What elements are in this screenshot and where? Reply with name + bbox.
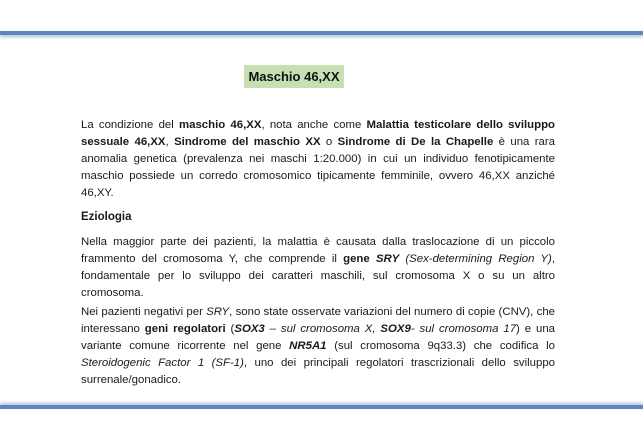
italic-term: - sul cromosoma 17 bbox=[410, 323, 517, 335]
text-run: è una rara anomalia genetica (prevalenza nei maschi 1:20.000) in cui un individuo fenotipicamente maschio possiede un corredo cromosomico tipicamente femminile, ovvero 46,XX anziché 46,XY. bbox=[81, 136, 555, 199]
page-title-text: Maschio 46,XX bbox=[248, 69, 340, 84]
top-divider bbox=[0, 31, 643, 35]
italic-term: Steroidogenic Factor 1 (SF-1) bbox=[81, 357, 244, 369]
bold-term: gene bbox=[343, 253, 376, 265]
bold-term: Sindrome di De la Chapelle bbox=[337, 136, 494, 148]
etiology-paragraph-2 bbox=[81, 304, 555, 389]
text-run: (sul cromosoma 9q33.3) che codifica lo bbox=[326, 340, 555, 352]
text-run: Nella maggior parte dei pazienti, la malattia è causata dalla traslocazione di un piccolo frammento del cromosoma Y, che comprende il bbox=[81, 236, 555, 265]
text-run: Nei pazienti negativi per bbox=[81, 306, 207, 318]
bold-term: geni regolatori bbox=[144, 323, 226, 335]
gene-name: SOX3 bbox=[234, 323, 265, 335]
intro-text bbox=[81, 117, 555, 202]
text-run: ) e una variante comune ricorrente nel gene bbox=[81, 323, 555, 352]
italic-term: – sul cromosoma X, bbox=[264, 323, 381, 335]
gene-name: NR5A1 bbox=[289, 340, 327, 352]
text-run: La condizione del bbox=[81, 119, 179, 131]
text-run: o bbox=[320, 136, 338, 148]
section-heading: Eziologia bbox=[81, 211, 132, 223]
text-run: , uno dei principali regolatori trascrizionali dello sviluppo surrenale/gonadico. bbox=[81, 357, 555, 386]
text-run: , sono state osservate variazioni del numero di copie (CNV), che interessano bbox=[81, 306, 555, 335]
bold-term: maschio 46,XX bbox=[178, 119, 262, 131]
gene-name: SOX9 bbox=[380, 323, 411, 335]
text-run: , bbox=[165, 136, 175, 148]
paragraph-text bbox=[81, 304, 555, 389]
text-run: , fondamentale per lo sviluppo dei caratteri maschili, sul cromosoma X o su un altro cromosoma. bbox=[81, 253, 555, 299]
page-title bbox=[244, 65, 344, 88]
gene-name: SRY bbox=[375, 253, 400, 265]
bold-term: Malattia testicolare dello sviluppo sessuale 46,XX bbox=[81, 119, 555, 148]
italic-term: (Sex-determining Region Y) bbox=[399, 253, 552, 265]
bold-term: Sindrome del maschio XX bbox=[174, 136, 321, 148]
etiology-paragraph-1 bbox=[81, 234, 555, 302]
text-run: , nota anche come bbox=[261, 119, 367, 131]
intro-paragraph bbox=[81, 117, 555, 202]
gene-name: SRY bbox=[206, 306, 230, 318]
paragraph-text bbox=[81, 234, 555, 302]
bottom-divider bbox=[0, 405, 643, 409]
text-run: ( bbox=[225, 323, 235, 335]
